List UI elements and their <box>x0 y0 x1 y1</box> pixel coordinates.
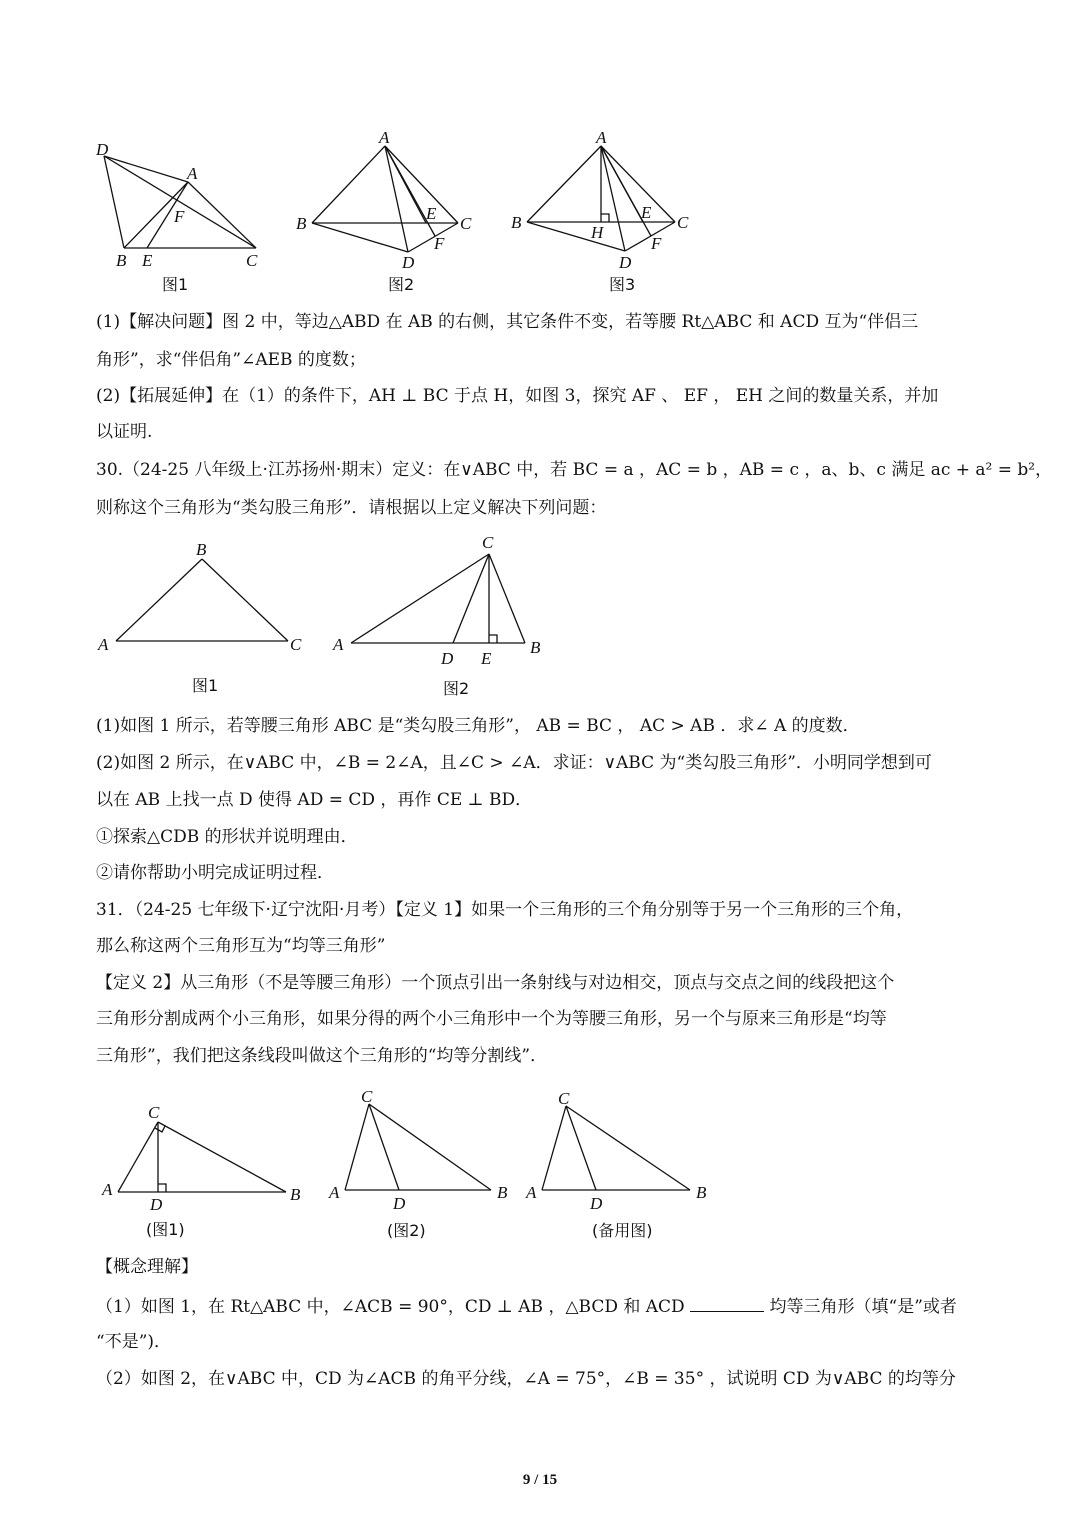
answer-blank[interactable] <box>690 1293 764 1312</box>
label-C: C <box>246 251 258 270</box>
label-A: A <box>526 1183 537 1202</box>
figure-caption: (图1) <box>146 1220 185 1239</box>
q30-sub-line-2: (2)如图 2 所示，在∨ABC 中，∠B = 2∠A，且∠C > ∠A．求证：∨ABC 为“类勾股三角形”．小明同学想到可 <box>96 753 932 773</box>
q30-sub-line-5: ②请你帮助小明完成证明过程． <box>96 863 334 883</box>
label-C: C <box>558 1089 570 1108</box>
label-C: C <box>290 635 302 654</box>
concept-line-1-text: （1）如图 1，在 Rt△ABC 中，∠ACB = 90°，CD ⊥ AB ，△BCD 和 ACD <box>96 1297 685 1317</box>
label-D: D <box>150 1195 163 1214</box>
figure-caption: 图1 <box>192 676 219 695</box>
label-F: F <box>651 234 662 253</box>
mid-figure-2 <box>325 528 555 700</box>
top-figure-2 <box>290 126 490 300</box>
label-E: E <box>481 649 492 668</box>
label-A: A <box>329 1183 340 1202</box>
q31-line-2: 那么称这两个三角形互为“均等三角形” <box>96 936 386 956</box>
label-B: B <box>196 540 207 559</box>
label-A: A <box>98 635 109 654</box>
top-figure-3 <box>505 126 705 300</box>
figure-caption: 图3 <box>609 275 636 294</box>
label-C: C <box>677 213 689 232</box>
bot-figure-2 <box>325 1086 525 1246</box>
label-E: E <box>641 203 652 222</box>
label-F: F <box>434 234 445 253</box>
label-E: E <box>142 251 153 270</box>
label-C: C <box>148 1103 160 1122</box>
figure-caption: 图1 <box>162 275 189 294</box>
q29-line-4: 以证明. <box>96 422 153 442</box>
concept-line-1-tail: 均等三角形（填“是”或者 <box>769 1297 957 1317</box>
concept-line-2: “不是”)． <box>96 1332 172 1352</box>
label-A: A <box>187 164 198 183</box>
figure-caption: (备用图) <box>592 1221 653 1240</box>
figure-caption: 图2 <box>443 679 470 698</box>
label-E: E <box>426 204 437 223</box>
label-A: A <box>596 128 607 147</box>
label-D: D <box>402 253 415 272</box>
figure-caption: (图2) <box>387 1221 426 1240</box>
label-C: C <box>361 1087 373 1106</box>
label-B: B <box>511 213 522 232</box>
label-D: D <box>590 1194 603 1213</box>
concept-line-3: （2）如图 2，在∨ABC 中，CD 为∠ACB 的角平分线，∠A = 75°，∠B = 35° ，试说明 CD 为∨ABC 的均等分 <box>96 1369 956 1389</box>
label-D: D <box>619 253 632 272</box>
label-B: B <box>290 1185 301 1204</box>
label-B: B <box>296 214 307 233</box>
q31-line-3: 【定义 2】从三角形（不是等腰三角形）一个顶点引出一条射线与对边相交，顶点与交点之间的线段把这个 <box>96 973 895 993</box>
q29-line-1: (1)【解决问题】图 2 中，等边△ABD 在 AB 的右侧，其它条件不变，若等腰 Rt△ABC 和 ACD 互为“伴侣三 <box>96 312 919 332</box>
label-A: A <box>333 635 344 654</box>
q30-sub-line-4: ①探索△CDB 的形状并说明理由． <box>96 827 358 847</box>
q31-line-1: 31．（24-25 七年级下·辽宁沈阳·月考）【定义 1】如果一个三角形的三个角分别等于另一个三角形的三个角， <box>96 900 914 920</box>
label-C: C <box>460 214 472 233</box>
label-A: A <box>102 1180 113 1199</box>
top-figure-1 <box>90 130 280 300</box>
q31-line-4: 三角形分割成两个小三角形，如果分得的两个小三角形中一个为等腰三角形，另一个与原来三角形是“均等 <box>96 1009 887 1029</box>
page-number: 9 / 15 <box>522 1472 558 1488</box>
label-C: C <box>482 533 494 552</box>
q29-line-3: (2)【拓展延伸】在（1）的条件下，AH ⊥ BC 于点 H，如图 3，探究 AF 、 EF ， EH 之间的数量关系，并加 <box>96 386 939 406</box>
q31-line-5: 三角形”，我们把这条线段叫做这个三角形的“均等分割线”． <box>96 1046 548 1066</box>
mid-figure-1 <box>92 535 312 700</box>
bot-figure-1 <box>96 1098 316 1246</box>
concept-heading: 【概念理解】 <box>96 1257 198 1277</box>
label-B: B <box>116 251 127 270</box>
label-B: B <box>696 1183 707 1202</box>
label-A: A <box>379 128 390 147</box>
q30-sub-line-1: (1)如图 1 所示，若等腰三角形 ABC 是“类勾股三角形”， AB = BC ， AC > AB ．求∠ A 的度数． <box>96 716 860 736</box>
q30-sub-line-3: 以在 AB 上找一点 D 使得 AD = CD ，再作 CE ⊥ BD． <box>96 790 533 810</box>
q29-line-2: 角形”，求“伴侣角”∠AEB 的度数； <box>96 350 366 370</box>
q30-line-2: 则称这个三角形为“类勾股三角形”．请根据以上定义解决下列问题： <box>96 498 607 518</box>
label-B: B <box>530 638 541 657</box>
label-B: B <box>497 1183 508 1202</box>
label-D: D <box>96 140 109 159</box>
label-D: D <box>441 649 454 668</box>
bot-figure-3 <box>522 1088 732 1246</box>
label-H: H <box>591 223 604 242</box>
concept-line-1 <box>96 1293 957 1319</box>
label-F: F <box>174 207 185 226</box>
figure-caption: 图2 <box>388 275 415 294</box>
label-D: D <box>393 1194 406 1213</box>
q30-line-1: 30.（24-25 八年级上·江苏扬州·期末）定义：在∨ABC 中，若 BC = a ，AC = b ，AB = c ，a、b、c 满足 ac + a² = b²， <box>96 460 1053 480</box>
